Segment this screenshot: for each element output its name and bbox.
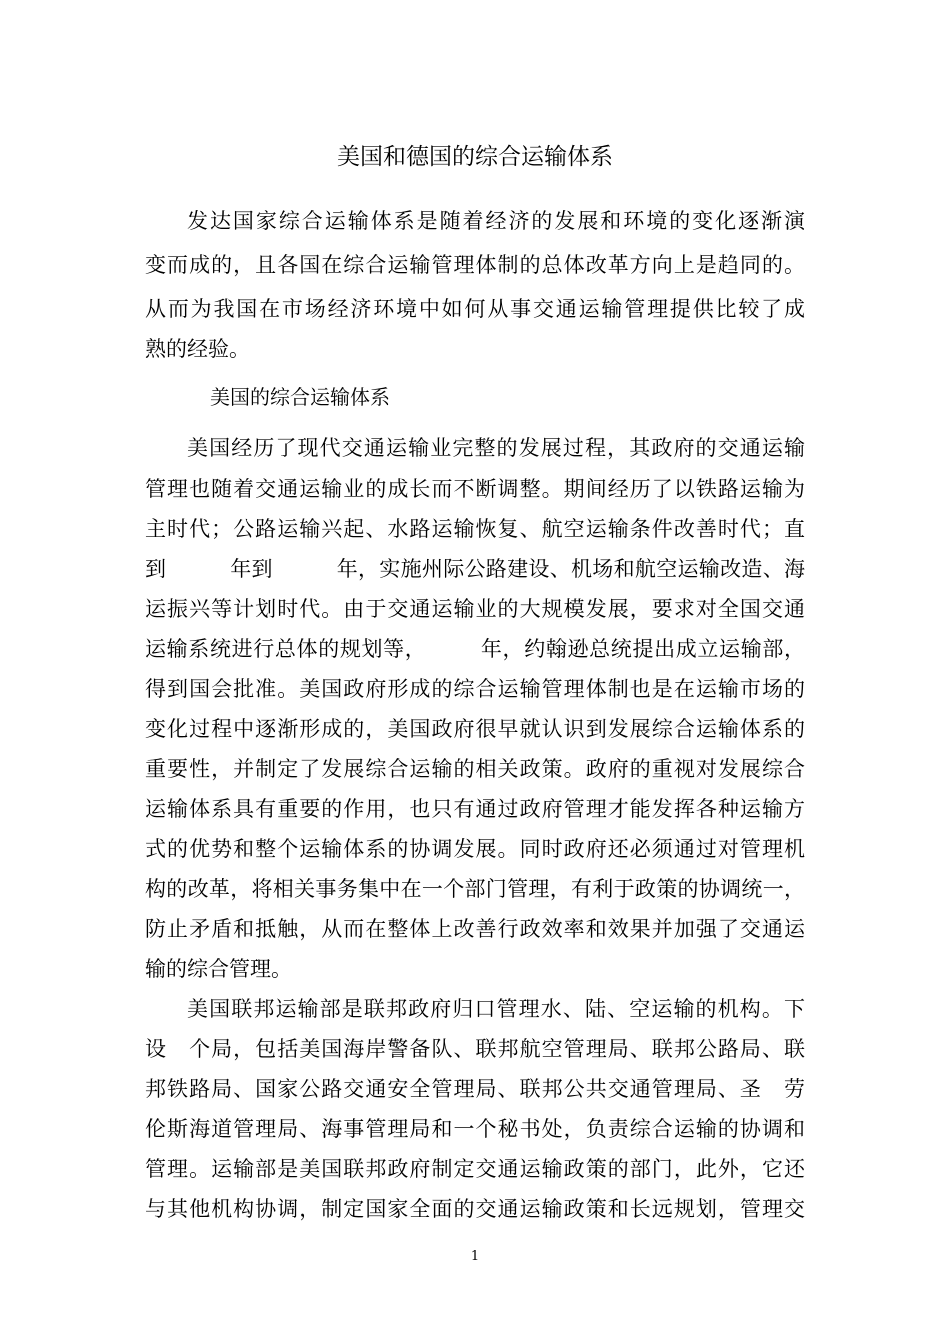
text-line: 运振兴等计划时代。由于交通运输业的大规模发展，要求对全国交通 (145, 597, 805, 621)
document-title: 美国和德国的综合运输体系 (337, 144, 613, 170)
text-line: 式的优势和整个运输体系的协调发展。同时政府还必须通过对管理机 (145, 837, 805, 861)
text-line: 到 年到 年，实施州际公路建设、机场和航空运输改造、海 (145, 557, 805, 581)
text-line: 与其他机构协调，制定国家全面的交通运输政策和长远规划，管理交 (145, 1197, 805, 1221)
text-line: 构的改革，将相关事务集中在一个部门管理，有利于政策的协调统一， (145, 877, 805, 901)
section-heading: 美国的综合运输体系 (210, 385, 390, 409)
text-line: 从而为我国在市场经济环境中如何从事交通运输管理提供比较了成 (145, 297, 805, 321)
text-line: 运输系统进行总体的规划等， 年，约翰逊总统提出成立运输部， (145, 637, 805, 661)
text-line: 美国经历了现代交通运输业完整的发展过程，其政府的交通运输 (187, 436, 805, 460)
text-line: 熟的经验。 (145, 337, 250, 361)
text-line: 运输体系具有重要的作用，也只有通过政府管理才能发挥各种运输方 (145, 797, 805, 821)
text-line: 发达国家综合运输体系是随着经济的发展和环境的变化逐渐演 (187, 209, 805, 233)
text-line: 变化过程中逐渐形成的，美国政府很早就认识到发展综合运输体系的 (145, 717, 805, 741)
text-line: 美国联邦运输部是联邦政府归口管理水、陆、空运输的机构。下 (187, 997, 805, 1021)
text-line: 变而成的，且各国在综合运输管理体制的总体改革方向上是趋同的。 (145, 253, 805, 277)
text-line: 得到国会批准。美国政府形成的综合运输管理体制也是在运输市场的 (145, 677, 805, 701)
text-line: 重要性，并制定了发展综合运输的相关政策。政府的重视对发展综合 (145, 757, 805, 781)
text-line: 防止矛盾和抵触，从而在整体上改善行政效率和效果并加强了交通运 (145, 917, 805, 941)
text-line: 管理。运输部是美国联邦政府制定交通运输政策的部门，此外，它还 (145, 1157, 805, 1181)
text-line: 设 个局，包括美国海岸警备队、联邦航空管理局、联邦公路局、联 (145, 1037, 805, 1061)
text-line: 主时代；公路运输兴起、水路运输恢复、航空运输条件改善时代；直 (145, 517, 805, 541)
text-line: 管理也随着交通运输业的成长而不断调整。期间经历了以铁路运输为 (145, 477, 805, 501)
text-line: 输的综合管理。 (145, 957, 292, 981)
text-line: 邦铁路局、国家公路交通安全管理局、联邦公共交通管理局、圣 劳 (145, 1077, 805, 1101)
page-number: 1 (470, 1249, 480, 1264)
text-line: 伦斯海道管理局、海事管理局和一个秘书处，负责综合运输的协调和 (145, 1117, 805, 1141)
